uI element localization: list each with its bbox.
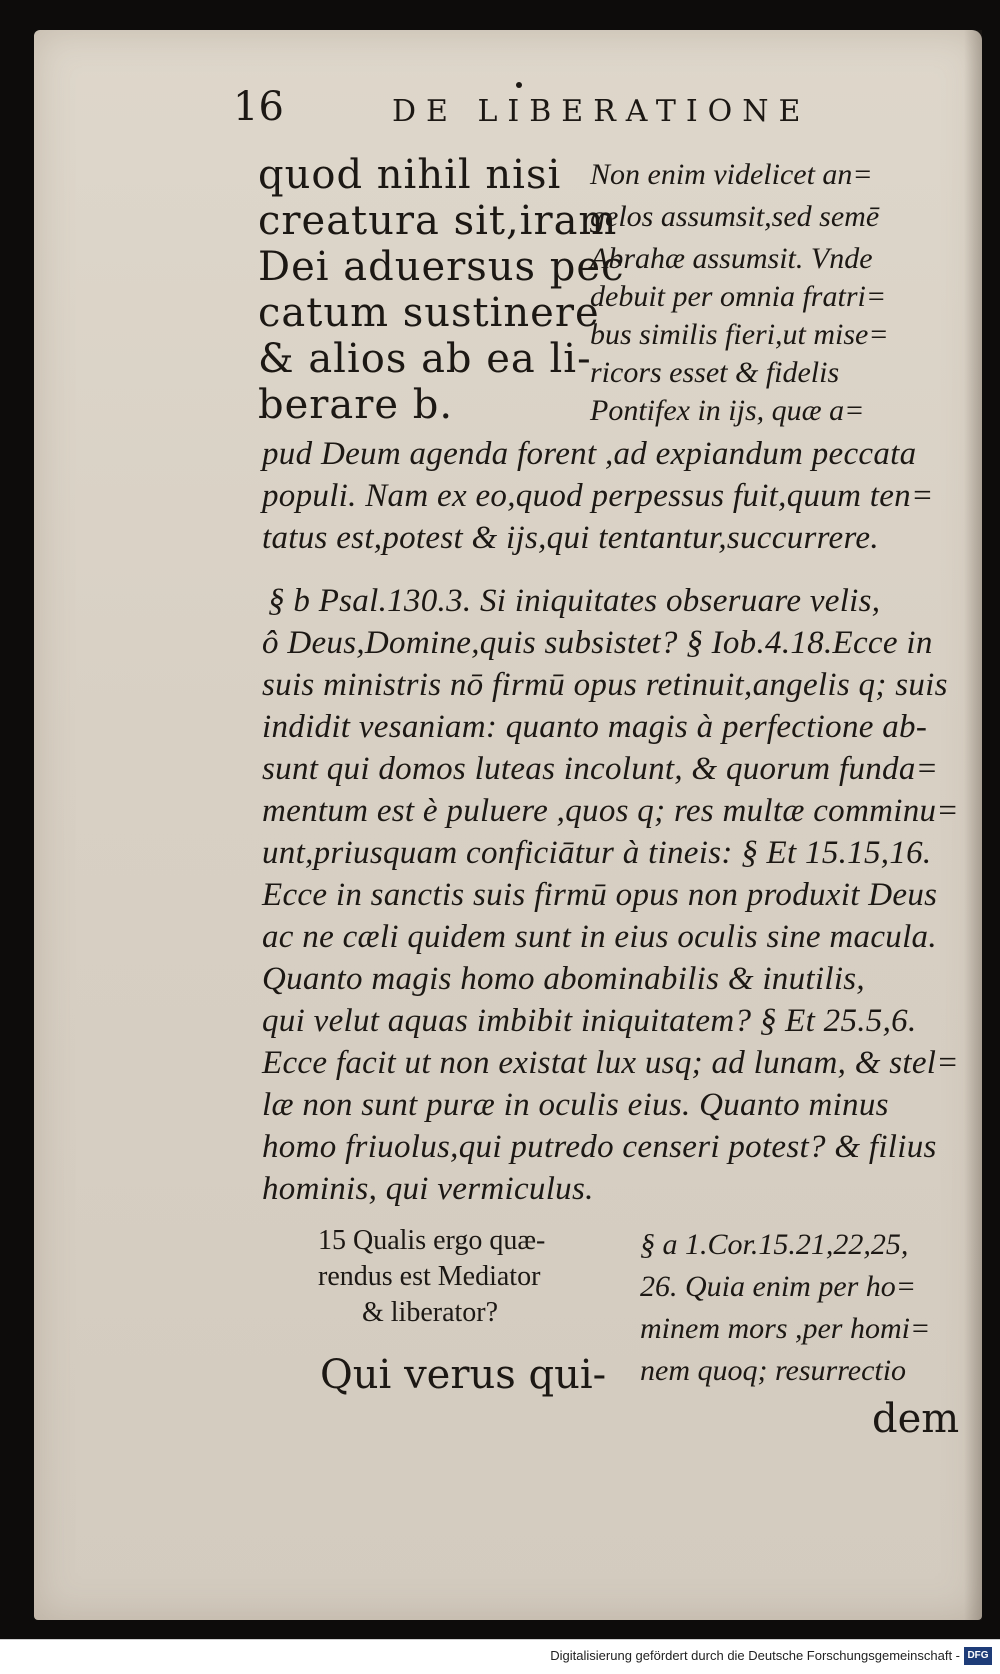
digitization-footer bbox=[0, 1639, 1000, 1674]
note-line: 26. Quia enim per ho= bbox=[640, 1270, 917, 1303]
note-line: nem quoq; resurrectio bbox=[640, 1354, 907, 1387]
footer-credit: Digitalisierung gefördert durch die Deutsche Forschungsgemeinschaft - bbox=[550, 1648, 960, 1663]
text-line: Abrahæ assumsit. Vnde bbox=[590, 242, 873, 275]
note-line: Ecce facit ut non existat lux usq; ad lunam, & stel= bbox=[262, 1045, 959, 1081]
note-line: homo friuolus,qui putredo censeri potest? & filius bbox=[262, 1129, 937, 1165]
text-line: ricors esset & fidelis bbox=[590, 356, 840, 389]
note-line: indidit vesaniam: quanto magis à perfectione ab- bbox=[262, 709, 928, 745]
text-line: creatura sit,iram bbox=[258, 198, 618, 244]
catchword: dem bbox=[872, 1396, 960, 1442]
note-line: Ecce in sanctis suis firmū opus non produxit Deus bbox=[262, 877, 938, 913]
text-line: & alios ab ea li- bbox=[258, 336, 592, 382]
note-line: Quanto magis homo abominabilis & inutilis, bbox=[262, 961, 865, 997]
note-line: qui velut aquas imbibit iniquitatem? § Et 25.5,6. bbox=[262, 1003, 917, 1039]
text-line: Pontifex in ijs, quæ a= bbox=[590, 394, 865, 427]
page-edge-shadow bbox=[964, 30, 982, 1620]
note-line: suis ministris nō firmū opus retinuit,angelis q; suis bbox=[262, 667, 948, 703]
text-line: populi. Nam ex eo,quod perpessus fuit,quum ten= bbox=[262, 478, 934, 514]
text-line: bus similis fieri,ut mise= bbox=[590, 318, 889, 351]
note-line: unt,priusquam conficiātur à tineis: § Et 15.15,16. bbox=[262, 835, 932, 871]
note-line: ac ne cæli quidem sunt in eius oculis sine macula. bbox=[262, 919, 937, 955]
note-line: mentum est è puluere ,quos q; res multæ comminu= bbox=[262, 793, 959, 829]
note-line: læ non sunt puræ in oculis eius. Quanto minus bbox=[262, 1087, 889, 1123]
text-line: berare b. bbox=[258, 382, 454, 428]
dfg-logo: DFG bbox=[964, 1647, 992, 1665]
note-line: § b Psal.130.3. Si iniquitates obseruare velis, bbox=[268, 583, 881, 619]
page-number: 16 bbox=[233, 84, 284, 130]
text-line: catum sustinere bbox=[258, 290, 600, 336]
note-line: hominis, qui vermiculus. bbox=[262, 1171, 594, 1207]
text-line: pud Deum agenda forent ,ad expiandum peccata bbox=[262, 436, 917, 472]
header-ornament-dot bbox=[516, 82, 522, 88]
note-line: ô Deus,Domine,quis subsistet? § Iob.4.18.Ecce in bbox=[262, 625, 933, 661]
note-line: § a 1.Cor.15.21,22,25, bbox=[640, 1228, 909, 1261]
note-line: sunt qui domos luteas incolunt, & quorum funda= bbox=[262, 751, 939, 787]
text-line: gelos assumsit,sed semē bbox=[590, 200, 880, 233]
text-line: Non enim videlicet an= bbox=[590, 158, 873, 191]
note-line: minem mors ,per homi= bbox=[640, 1312, 931, 1345]
text-line: tatus est,potest & ijs,qui tentantur,succurrere. bbox=[262, 520, 879, 556]
running-title: DE LIBERATIONE bbox=[392, 94, 811, 129]
text-line: Dei aduersus pec bbox=[258, 244, 625, 290]
text-line: debuit per omnia fratri= bbox=[590, 280, 887, 313]
question-line: 15 Qualis ergo quæ- bbox=[318, 1225, 546, 1256]
text-line: quod nihil nisi bbox=[258, 152, 562, 198]
question-line: rendus est Mediator bbox=[318, 1261, 541, 1292]
question-line: & liberator? bbox=[362, 1297, 499, 1328]
answer-line: Qui verus qui- bbox=[320, 1352, 607, 1398]
